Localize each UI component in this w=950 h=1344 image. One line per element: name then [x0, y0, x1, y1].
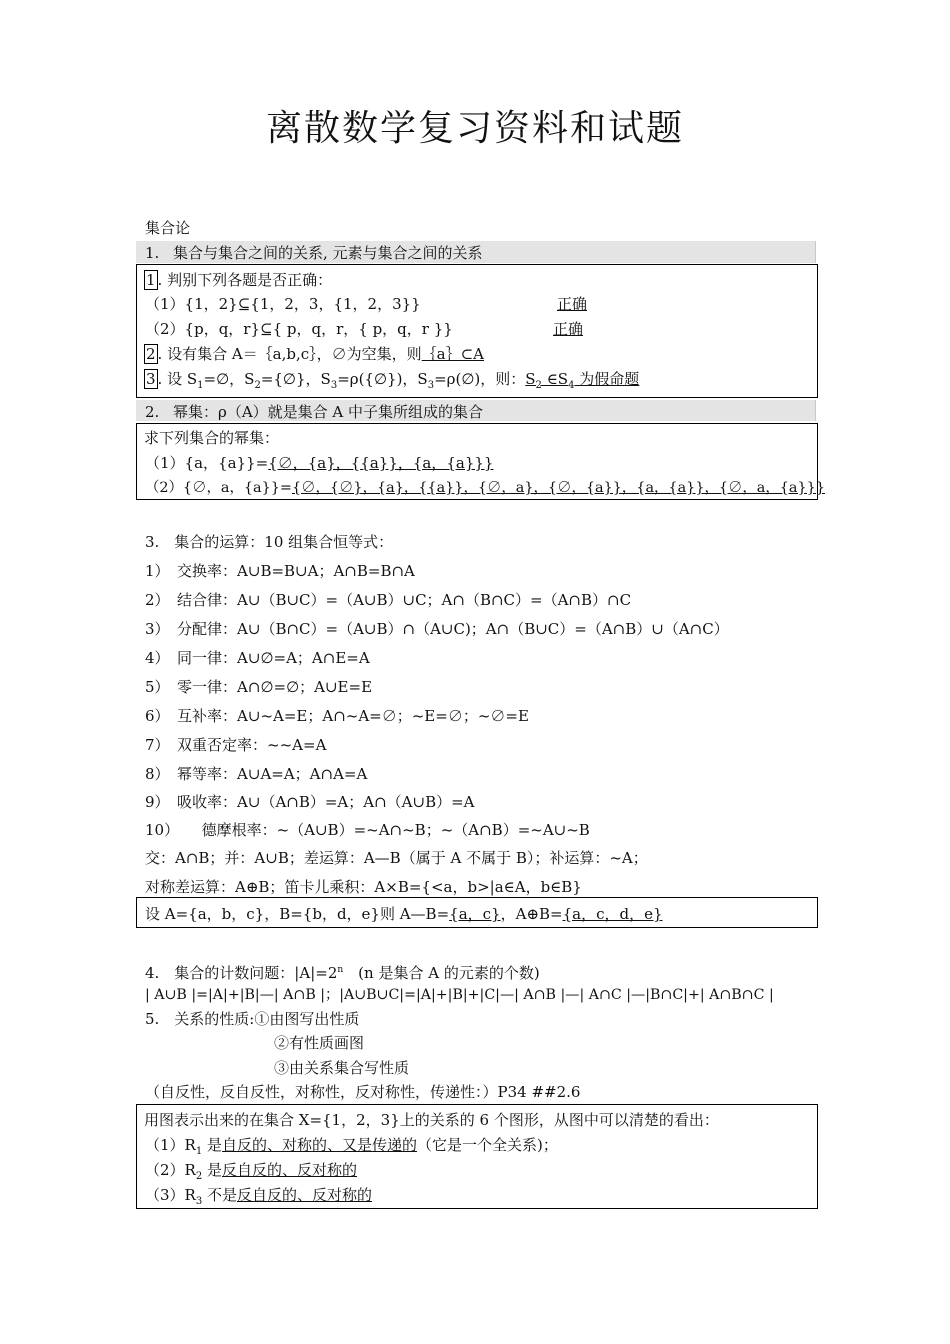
relation-r1: $(1)R_1$ 是自反的、对称的、又是传递的（它是一个全关系)； [145, 1136, 558, 1157]
relations-properties: （自反性，反自反性，对称性，反对称性，传递性：）P34 ##2.6 [145, 1083, 581, 1101]
operations-line: 8） 幂等率：A∪A=A；A∩A=A [145, 765, 368, 783]
relations-box-heading: 用图表示出来的在集合 X={1，2，3}上的关系的 6 个图形，从图中可以清楚的看出： [144, 1111, 719, 1129]
relation-r3: $(3)R_3$ 不是反自反的、反对称的 [145, 1186, 373, 1207]
answer-3: $S_2$ $\in S_4$ 为假命题 [525, 370, 640, 391]
operations-line: 6） 互补率：A∪~A=E；A∩~A=∅；~E=∅；~∅=E [145, 707, 529, 725]
question-2: 2 . 设有集合 A＝｛a,b,c｝，∅为空集，则｛a｝⊂A [146, 345, 485, 363]
operations-line: 1） 交换率：A∪B=B∪A；A∩B=B∩A [145, 562, 415, 580]
power-set-heading: 求下列集合的幂集： [144, 429, 280, 447]
question-1-item-2: （2）{p，q，r}⊆{ p，q，r，{ p，q，r }} [145, 320, 453, 338]
question-1: 1 . 判别下列各题是否正确： [146, 271, 333, 289]
power-set-answer-1: {∅，{a}，{{a}}，{a，{a}}} [268, 454, 494, 472]
heading-1-text: 集合与集合之间的关系, 元素与集合之间的关系 [173, 244, 483, 262]
answer-1-1: 正确 [557, 295, 588, 313]
operations-line: 4） 同一律：A∪∅=A；A∩E=A [145, 649, 370, 667]
operations-line: 7） 双重否定率：~~A=A [145, 736, 327, 754]
operations-heading: 3. 集合的运算：10 组集合恒等式： [145, 533, 394, 551]
difference-example: 设 A={a，b，c}，B={b，d，e}则 A—B={a，c}，A⊕B={a，c，d，e} [145, 905, 663, 923]
power-set-item-2: （2）{∅，a，{a}}={∅，{∅}，{a}，{{a}}，{∅，a}，{∅，{a}}，{a，{a}}，{∅，a，{a}}} [145, 480, 825, 496]
heading-1-number: 1. [145, 244, 160, 262]
operations-line: 交：A∩B；并：A∪B；差运算：A—B（属于 A 不属于 B）；补运算：~A； [145, 849, 648, 867]
page-title: 离散数学复习资料和试题 [265, 108, 684, 149]
relation-r2: $(2)R_2$ 是反自反的、反对称的 [145, 1161, 358, 1182]
relations-item-3: ③由关系集合写性质 [274, 1059, 410, 1077]
heading-2-text: 幂集：ρ（A）就是集合 A 中子集所组成的集合 [173, 403, 484, 421]
section-heading: 集合论 [145, 219, 191, 237]
power-set-answer-2: {∅，{∅}，{a}，{{a}}，{∅，a}，{∅，{a}}，{a，{a}}，{∅，a，{a}}} [291, 480, 825, 496]
answer-1-2: 正确 [553, 320, 584, 338]
operations-line: 5） 零一律：A∩∅=∅；A∪E=E [145, 678, 373, 696]
divider [815, 400, 816, 421]
question-3: 3 . 设 $S_1=\emptyset$，$S_2=\{\emptyset\}$，$S_3=\rho(\{\emptyset\})$，$S_3=\rho(\emptyset)$，则：$S_2$ $\in S_4$ 为假命题 [146, 370, 640, 391]
operations-line: 对称差运算：A⊕B；笛卡儿乘积：A×B={<a，b>|a∈A，b∈B} [145, 878, 582, 896]
divider [815, 241, 816, 263]
power-set-item-1: （1）{a，{a}}={∅，{a}，{{a}}，{a，{a}}} [145, 454, 494, 472]
question-1-item-1: （1）{1，2}⊆{1，2，3，{1，2，3}} [145, 295, 421, 313]
relations-item-2: ②有性质画图 [274, 1034, 365, 1052]
operations-line: 9） 吸收率：A∪（A∩B）=A；A∩（A∪B）=A [145, 793, 475, 811]
inclusion-exclusion-formula: | A∪B |=|A|+|B|—| A∩B |；|A∪B∪C|=|A|+|B|+|C|—| A∩B |—| A∩C |—|B∩C|+| A∩B∩C | [145, 987, 774, 1003]
answer-2: ｛a｝⊂A [421, 345, 485, 363]
operations-line: 2） 结合律：A∪（B∪C）=（A∪B）∪C；A∩（B∩C）=（A∩B）∩C [145, 591, 632, 609]
heading-2-number: 2. [145, 403, 160, 421]
relations-heading: 5. 关系的性质:①由图写出性质 [145, 1010, 360, 1028]
counting-heading: 4. 集合的计数问题：$|A|=2^n$ (n 是集合 A 的元素的个数) [145, 964, 540, 982]
operations-line: 3） 分配律：A∪（B∩C）=（A∪B）∩（A∪C)；A∩（B∪C）=（A∩B）∪（A∩C） [145, 620, 729, 638]
operations-line: 10） 德摩根率：~（A∪B）=~A∩~B；~（A∩B）=~A∪~B [145, 821, 590, 839]
